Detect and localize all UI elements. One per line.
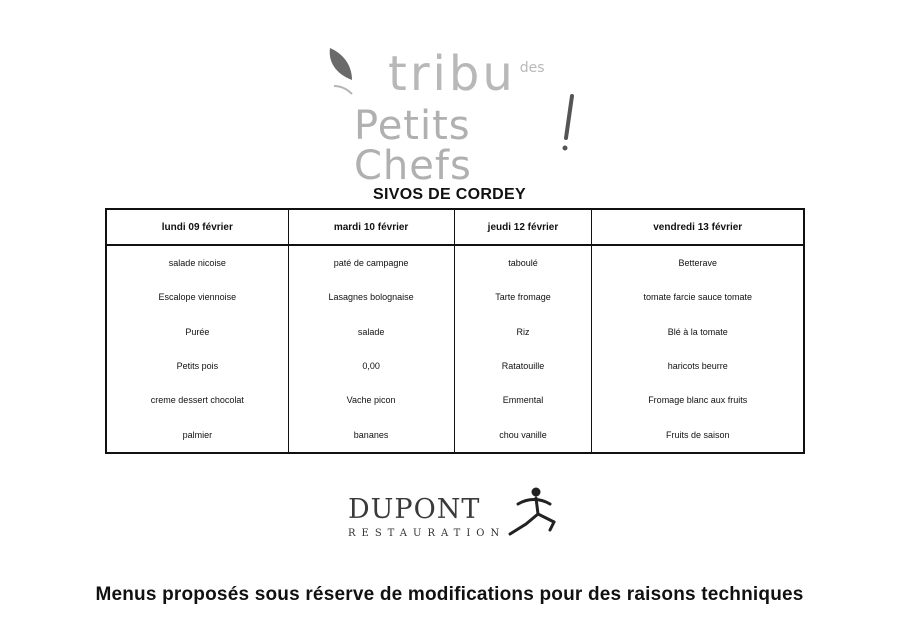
menu-cell: Betterave <box>592 245 804 280</box>
menu-cell: Blé à la tomate <box>592 315 804 349</box>
day-header: mardi 10 février <box>288 209 454 245</box>
menu-cell: paté de campagne <box>288 245 454 280</box>
table-row <box>106 418 804 453</box>
day-header: jeudi 12 février <box>454 209 592 245</box>
menu-cell: Fromage blanc aux fruits <box>592 383 804 417</box>
menu-header-row <box>106 209 804 245</box>
dupont-name: DUPONT <box>348 494 481 525</box>
menu-cell: 0,00 <box>288 349 454 383</box>
menu-cell: haricots beurre <box>592 349 804 383</box>
page-title: SIVOS DE CORDEY <box>373 186 526 203</box>
menu-cell: Tarte fromage <box>454 280 592 314</box>
table-row <box>106 383 804 417</box>
menu-cell: taboulé <box>454 245 592 280</box>
table-row <box>106 280 804 314</box>
dupont-restauration-logo <box>346 484 566 546</box>
menu-cell: Lasagnes bolognaise <box>288 280 454 314</box>
menu-cell: creme dessert chocolat <box>106 383 288 417</box>
footer-disclaimer: Menus proposés sous réserve de modifications pour des raisons techniques <box>95 584 804 605</box>
dupont-subtitle: RESTAURATION <box>348 528 506 539</box>
menu-cell: Escalope viennoise <box>106 280 288 314</box>
menu-cell: chou vanille <box>454 418 592 453</box>
menu-cell: Petits pois <box>106 349 288 383</box>
menu-cell: palmier <box>106 418 288 453</box>
logo-petits-chefs-text: Petits Chefs <box>354 103 472 189</box>
menu-cell: tomate farcie sauce tomate <box>592 280 804 314</box>
menu-cell: Fruits de saison <box>592 418 804 453</box>
running-figure-icon <box>496 484 566 546</box>
day-header: lundi 09 février <box>106 209 288 245</box>
menu-cell: salade nicoise <box>106 245 288 280</box>
logo-tribu-text: tribu $^{des}$ <box>388 46 545 102</box>
menu-cell: Purée <box>106 315 288 349</box>
menu-table <box>105 208 805 454</box>
day-header: vendredi 13 février <box>592 209 804 245</box>
menu-cell: Emmental <box>454 383 592 417</box>
table-row <box>106 349 804 383</box>
table-row <box>106 315 804 349</box>
menu-cell: Riz <box>454 315 592 349</box>
menu-cell: Vache picon <box>288 383 454 417</box>
tribu-petits-chefs-logo <box>322 38 592 189</box>
menu-cell: salade <box>288 315 454 349</box>
menu-cell: bananes <box>288 418 454 453</box>
table-row <box>106 245 804 280</box>
menu-cell: Ratatouille <box>454 349 592 383</box>
